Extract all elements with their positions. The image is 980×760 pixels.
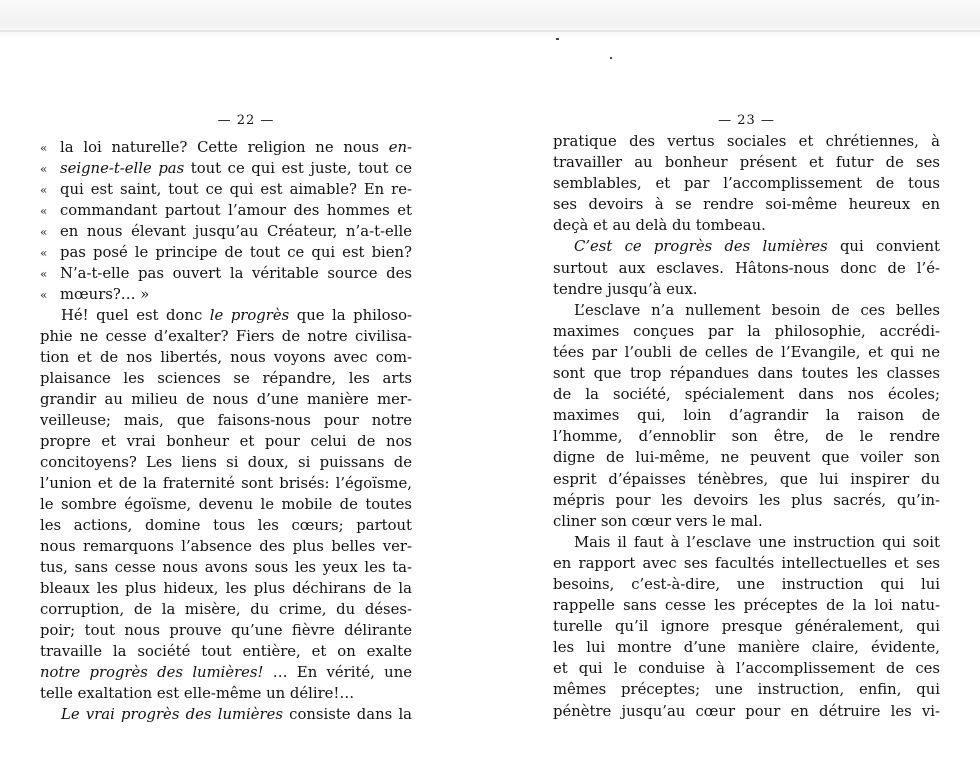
text-segment: tus, sans cesse nous avons sous les yeux les ta- — [40, 559, 412, 576]
text-line — [40, 200, 412, 221]
text-segment: pénètre jusqu’au cœur pour en détruire les vi- — [553, 702, 940, 720]
text-line — [40, 578, 412, 599]
text-line — [40, 599, 412, 620]
italic-text: le progrès — [209, 307, 290, 324]
quote-body — [60, 263, 412, 284]
quote-mark: « — [40, 246, 48, 260]
text-segment: … En vérité, une — [263, 664, 412, 681]
text-line — [553, 469, 940, 490]
left-page — [40, 0, 412, 760]
right-page — [553, 0, 940, 760]
text-segment: les lui montre d’une manière claire, évidente, — [553, 639, 940, 657]
text-line — [40, 494, 412, 515]
text-segment: turelle qu’il ignore presque généralement, qui — [553, 618, 940, 636]
text-segment: N’a-t-elle pas ouvert la véritable source des — [60, 265, 412, 282]
text-segment: mêmes préceptes; une instruction, enfin, qui — [553, 681, 940, 699]
quote-body — [60, 284, 412, 305]
text-line — [553, 679, 940, 700]
text-line — [40, 410, 412, 431]
text-segment: Hé! quel est donc — [61, 307, 210, 324]
text-line — [553, 258, 940, 279]
text-segment: qui est saint, tout ce qui est aimable? En re- — [60, 181, 412, 198]
text-segment: veilleuse; mais, que faisons-nous pour notre — [40, 412, 412, 429]
text-line — [553, 447, 940, 468]
text-segment: corruption, de la misère, du crime, du déses- — [40, 601, 412, 618]
text-segment: le sombre égoïsme, devenu le mobile de toutes — [40, 496, 412, 513]
text-line — [553, 131, 940, 152]
text-line — [40, 704, 412, 725]
text-segment: et qui le conduise à l’accomplissement de ces — [553, 660, 940, 678]
text-segment: pratique des vertus sociales et chrétiennes, à — [553, 133, 940, 150]
text-segment: besoins, c’est-à-dire, une instruction qui lui — [553, 575, 940, 593]
text-segment: phie ne cesse d’exalter? Fiers de notre civilisa- — [40, 328, 412, 345]
text-line — [40, 242, 412, 263]
text-segment: mœurs?… » — [60, 286, 150, 303]
text-line — [553, 236, 940, 257]
text-line — [553, 300, 940, 321]
text-line — [553, 701, 940, 722]
text-line — [40, 368, 412, 389]
text-segment: digne de lui-même, ne peuvent que voiler son — [553, 449, 940, 467]
quote-mark: « — [40, 288, 48, 302]
quote-mark: « — [40, 225, 48, 239]
text-line — [40, 683, 412, 704]
text-line — [553, 511, 940, 532]
text-line — [553, 321, 940, 342]
text-segment: qui convient — [827, 238, 940, 256]
text-line — [40, 431, 412, 452]
page-number: — 22 — — [217, 113, 275, 128]
page-number: — 23 — — [718, 113, 775, 128]
text-line — [553, 215, 940, 236]
text-segment: mépris pour les devoirs les plus sacrés, qu’in- — [553, 491, 940, 509]
text-line — [40, 662, 412, 683]
text-segment: poir; tout nous prouve qu’une fièvre délirante — [40, 622, 412, 639]
text-line — [553, 637, 940, 658]
text-segment: cliner son cœur vers le mal. — [553, 512, 763, 530]
text-line — [40, 515, 412, 536]
text-line — [40, 137, 412, 158]
text-segment: travailler au bonheur présent et futur de ses — [553, 154, 940, 172]
text-segment: ses devoirs à se rendre soi-même heureux en — [553, 196, 940, 214]
text-line — [553, 616, 940, 637]
text-line — [553, 574, 940, 595]
text-segment: esprit d’épaisses ténèbres, que lui inspirer du — [553, 470, 940, 488]
text-line — [553, 658, 940, 679]
text-line — [40, 641, 412, 662]
text-segment: tion et de nos libertés, nous voyons avec com- — [40, 349, 412, 366]
text-segment: telle exaltation est elle-même un délire!… — [40, 685, 355, 702]
text-line — [553, 173, 940, 194]
text-line — [40, 179, 412, 200]
text-segment: pas posé le principe de tout ce qui est bien? — [60, 244, 412, 261]
text-segment: l’homme, d’ennoblir son être, de le rendre — [553, 428, 940, 446]
text-segment: commandant partout l’amour des hommes et — [60, 202, 412, 219]
text-line — [40, 536, 412, 557]
italic-text: C’est ce progrès des lumières — [574, 238, 828, 256]
text-segment: bleaux les plus hideux, les plus déchirans de la — [40, 580, 412, 597]
text-line — [553, 426, 940, 447]
text-line — [553, 363, 940, 384]
text-line — [40, 284, 412, 305]
text-line — [40, 263, 412, 284]
text-segment: tout ce qui est juste, tout ce — [184, 160, 413, 177]
text-line — [553, 532, 940, 553]
text-segment: maximes conçues par la philosophie, accrédi- — [553, 322, 940, 340]
text-line — [553, 490, 940, 511]
text-segment: travaille la société tout entière, et on exalte — [40, 643, 412, 660]
text-segment: L’esclave n’a nullement besoin de ces belles — [574, 301, 940, 319]
text-segment: de la société, spécialement dans nos écoles; — [553, 386, 940, 404]
text-segment: semblables, et par l’accomplissement de tous — [553, 175, 940, 193]
text-line — [40, 158, 412, 179]
italic-text: seigne-t-elle pas — [60, 160, 185, 177]
quote-body — [60, 221, 412, 242]
text-segment: tées par l’oubli de celles de l’Evangile, et qui ne — [553, 343, 940, 361]
quote-body — [60, 158, 412, 179]
text-segment: tendre jusqu’à eux. — [553, 280, 698, 298]
italic-text: Le vrai progrès des lumières — [61, 706, 283, 723]
text-line — [553, 553, 940, 574]
right-page-text — [553, 131, 940, 722]
text-line — [40, 452, 412, 473]
text-line — [40, 305, 412, 326]
quote-body — [60, 242, 412, 263]
text-segment: sont que trop répandues dans toutes les classes — [553, 365, 940, 383]
text-line — [553, 194, 940, 215]
text-line — [553, 342, 940, 363]
text-line — [553, 279, 940, 300]
text-line — [553, 405, 940, 426]
text-line — [40, 347, 412, 368]
text-line — [40, 557, 412, 578]
text-segment: les actions, domine tous les cœurs; partout — [40, 517, 412, 534]
text-line — [553, 384, 940, 405]
text-segment: plaisance les sciences se répandre, les arts — [40, 370, 412, 387]
italic-text: notre progrès des lumières! — [40, 664, 264, 681]
text-segment: concitoyens? Les liens si doux, si puissans de — [40, 454, 412, 471]
text-segment: Mais il faut à l’esclave une instruction qui soit — [574, 533, 940, 551]
text-line — [40, 326, 412, 347]
text-line — [40, 620, 412, 641]
text-line — [40, 221, 412, 242]
text-segment: maximes qui, loin d’agrandir la raison de — [553, 407, 940, 425]
text-line — [553, 152, 940, 173]
text-segment: rappelle sans cesse les préceptes de la loi natu- — [553, 597, 940, 615]
text-segment: grandir au milieu de nous d’une manière mer- — [40, 391, 412, 408]
text-segment: nous remarquons l’absence des plus belles ver- — [40, 538, 412, 555]
text-segment: en nous élevant jusqu’au Créateur, n’a-t-elle — [60, 223, 412, 240]
quote-body — [60, 179, 412, 200]
quote-body — [60, 200, 412, 221]
text-segment: propre et vrai bonheur et pour celui de nos — [40, 433, 412, 450]
text-line — [553, 595, 940, 616]
left-page-text — [40, 137, 412, 725]
quote-mark: « — [40, 141, 48, 155]
quote-mark: « — [40, 162, 48, 176]
text-line — [40, 473, 412, 494]
text-segment: que la philoso- — [289, 307, 412, 324]
text-segment: la loi naturelle? Cette religion ne nous — [60, 139, 389, 156]
italic-text: en- — [388, 139, 412, 156]
quote-body — [60, 137, 412, 158]
text-segment: surtout aux esclaves. Hâtons-nous donc de l’é- — [553, 259, 940, 277]
quote-mark: « — [40, 267, 48, 281]
text-segment: en rapport avec ses facultés intellectuelles et ses — [553, 554, 940, 572]
quote-mark: « — [40, 204, 48, 218]
text-segment: deçà et au delà du tombeau. — [553, 217, 766, 235]
text-line — [40, 389, 412, 410]
text-segment: consiste dans la — [282, 706, 412, 723]
text-segment: l’union et de la fraternité sont brisés: l’égoïsme, — [40, 475, 412, 492]
quote-mark: « — [40, 183, 48, 197]
